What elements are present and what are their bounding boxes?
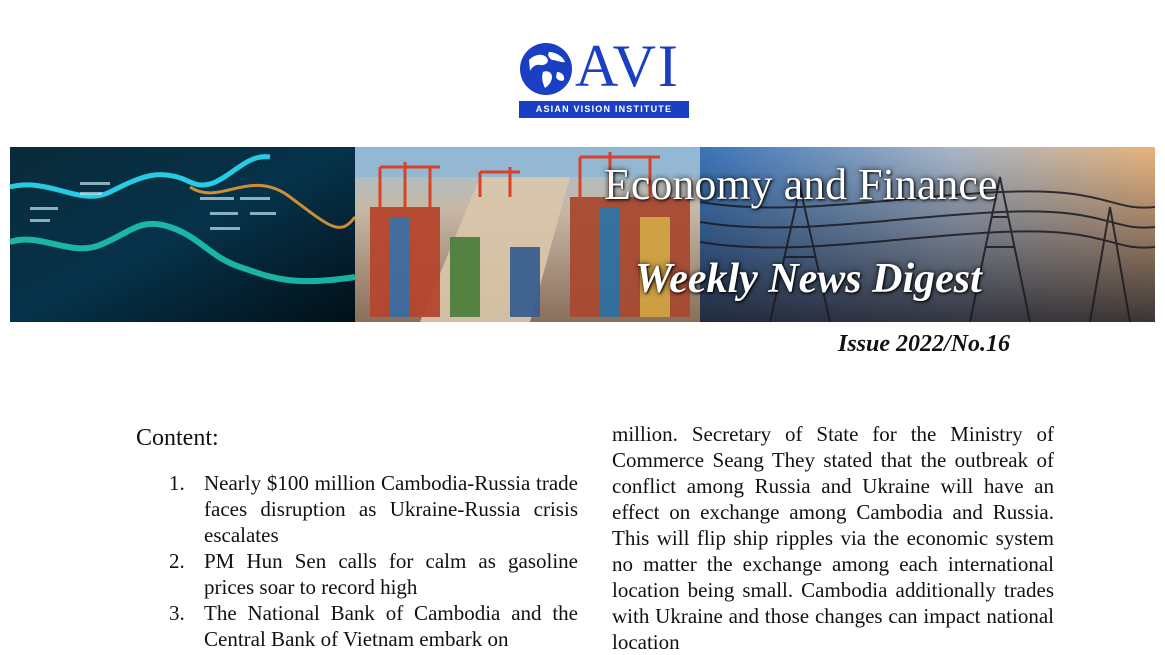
contents-item-text: PM Hun Sen calls for calm as gasoline prices soar to record high <box>204 549 578 599</box>
article-column <box>612 421 1054 655</box>
logo-tagline: ASIAN VISION INSTITUTE <box>519 101 689 118</box>
contents-item-number: 2. <box>169 549 185 573</box>
banner-title: Economy and Finance <box>604 160 998 209</box>
contents-heading: Content: <box>136 425 219 451</box>
globe-icon <box>519 42 573 96</box>
logo-wordmark: AVI <box>575 33 680 99</box>
avi-logo <box>519 33 689 120</box>
contents-item[interactable] <box>136 600 578 652</box>
issue-number: Issue 2022/No.16 <box>838 331 1011 357</box>
header-banner <box>10 147 1155 322</box>
contents-list <box>136 470 578 652</box>
contents-item-number: 1. <box>169 471 185 495</box>
contents-item-number: 3. <box>169 601 185 625</box>
contents-item[interactable] <box>136 548 578 600</box>
banner-subtitle: Weekly News Digest <box>635 256 982 302</box>
contents-item-text: The National Bank of Cambodia and the Central Bank of Vietnam embark on <box>204 601 578 651</box>
contents-item-text: Nearly $100 million Cambodia-Russia trade faces disruption as Ukraine-Russia crisis escalates <box>204 471 578 547</box>
contents-section <box>136 424 578 652</box>
contents-item[interactable] <box>136 470 578 548</box>
article-paragraph: million. Secretary of State for the Ministry of Commerce Seang They stated that the outbreak of conflict among Russia and Ukraine will have an effect on exchange among Cambodia and Russia. This will flip ship ripples via the economic system no matter the exchange among each international location being small. Cambodia additionally trades with Ukraine and those changes can impact national location <box>612 422 1054 654</box>
